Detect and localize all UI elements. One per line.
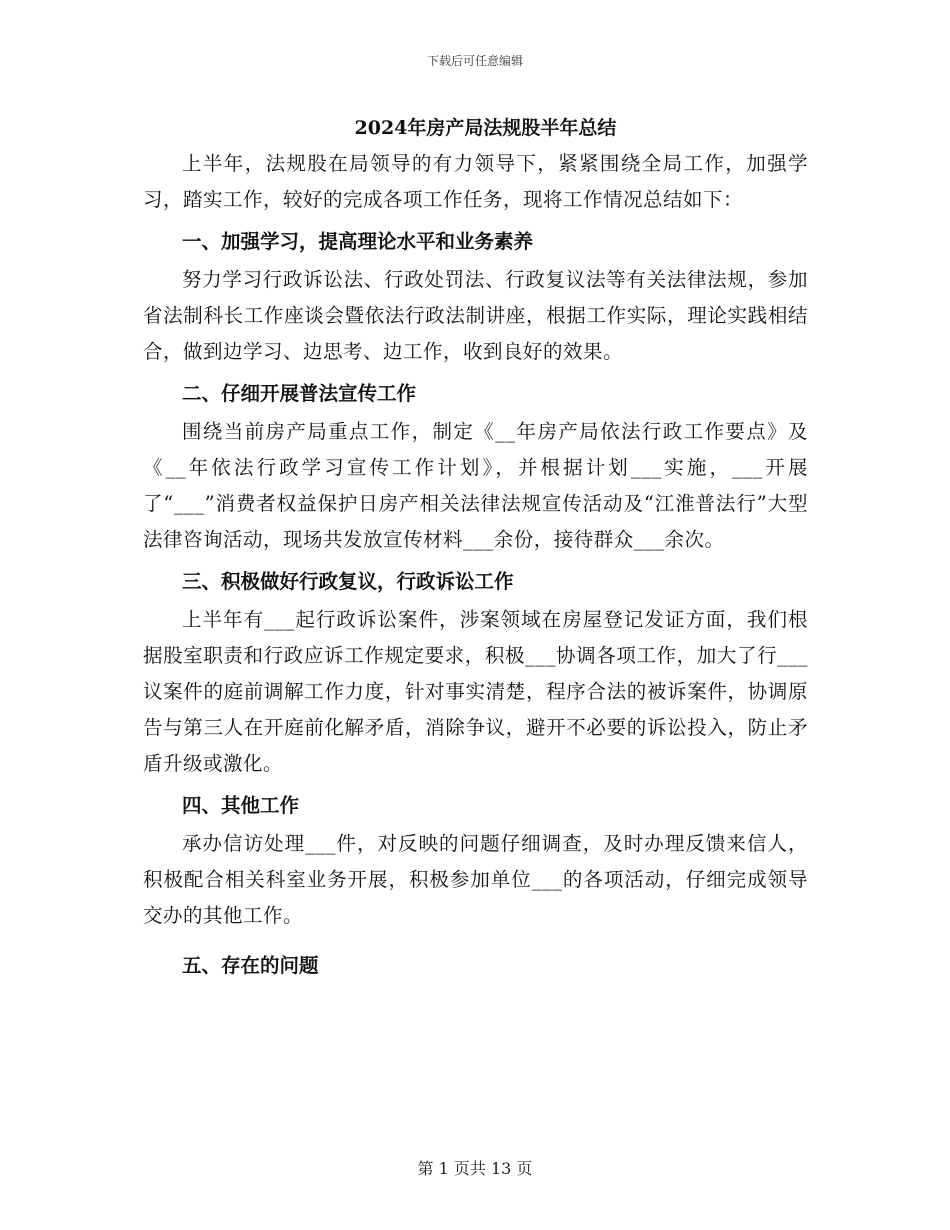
document-body xyxy=(143,110,808,986)
page-header-note: 下载后可任意编辑 xyxy=(426,54,523,68)
section-paragraph: 围绕当前房产局重点工作，制定《__年房产局依法行政工作要点》及《__年依法行政学习宣传工作计划》，并根据计划___实施，___开展了“___”消费者权益保护日房产相关法律法规宣传活动及“江淮普法行”大型法律咨询活动，现场共发放宣传材料___余份，接待群众___余次。 xyxy=(143,420,808,551)
section-heading: 二、仔细开展普法宣传工作 xyxy=(182,382,417,405)
document-title: 2024年房产局法规股半年总结 xyxy=(354,117,617,139)
section-heading: 五、存在的问题 xyxy=(182,954,319,977)
section-paragraph: 努力学习行政诉讼法、行政处罚法、行政复议法等有关法律法规，参加省法制科长工作座谈会暨依法行政法制讲座，根据工作实际，理论实践相结合，做到边学习、边思考、边工作，收到良好的效果。 xyxy=(143,268,808,363)
intro-paragraph: 上半年，法规股在局领导的有力领导下，紧紧围绕全局工作，加强学习，踏实工作，较好的完成各项工作任务，现将工作情况总结如下： xyxy=(143,152,808,211)
section-paragraph: 上半年有___起行政诉讼案件，涉案领域在房屋登记发证方面，我们根据股室职责和行政应诉工作规定要求，积极___协调各项工作，加大了行___议案件的庭前调解工作力度，针对事实清楚，程序合法的被诉案件，协调原告与第三人在开庭前化解矛盾，消除争议，避开不必要的诉讼投入，防止矛盾升级或激化。 xyxy=(143,608,808,775)
page-number: 第 1 页共 13 页 xyxy=(417,1159,533,1178)
section-heading: 四、其他工作 xyxy=(182,794,300,817)
section-heading: 三、积极做好行政复议，行政诉讼工作 xyxy=(182,570,514,593)
section-heading: 一、加强学习，提高理论水平和业务素养 xyxy=(182,230,534,253)
section-paragraph: 承办信访处理___件，对反映的问题仔细调查，及时办理反馈来信人，积极配合相关科室业务开展，积极参加单位___的各项活动，仔细完成领导交办的其他工作。 xyxy=(143,832,808,927)
